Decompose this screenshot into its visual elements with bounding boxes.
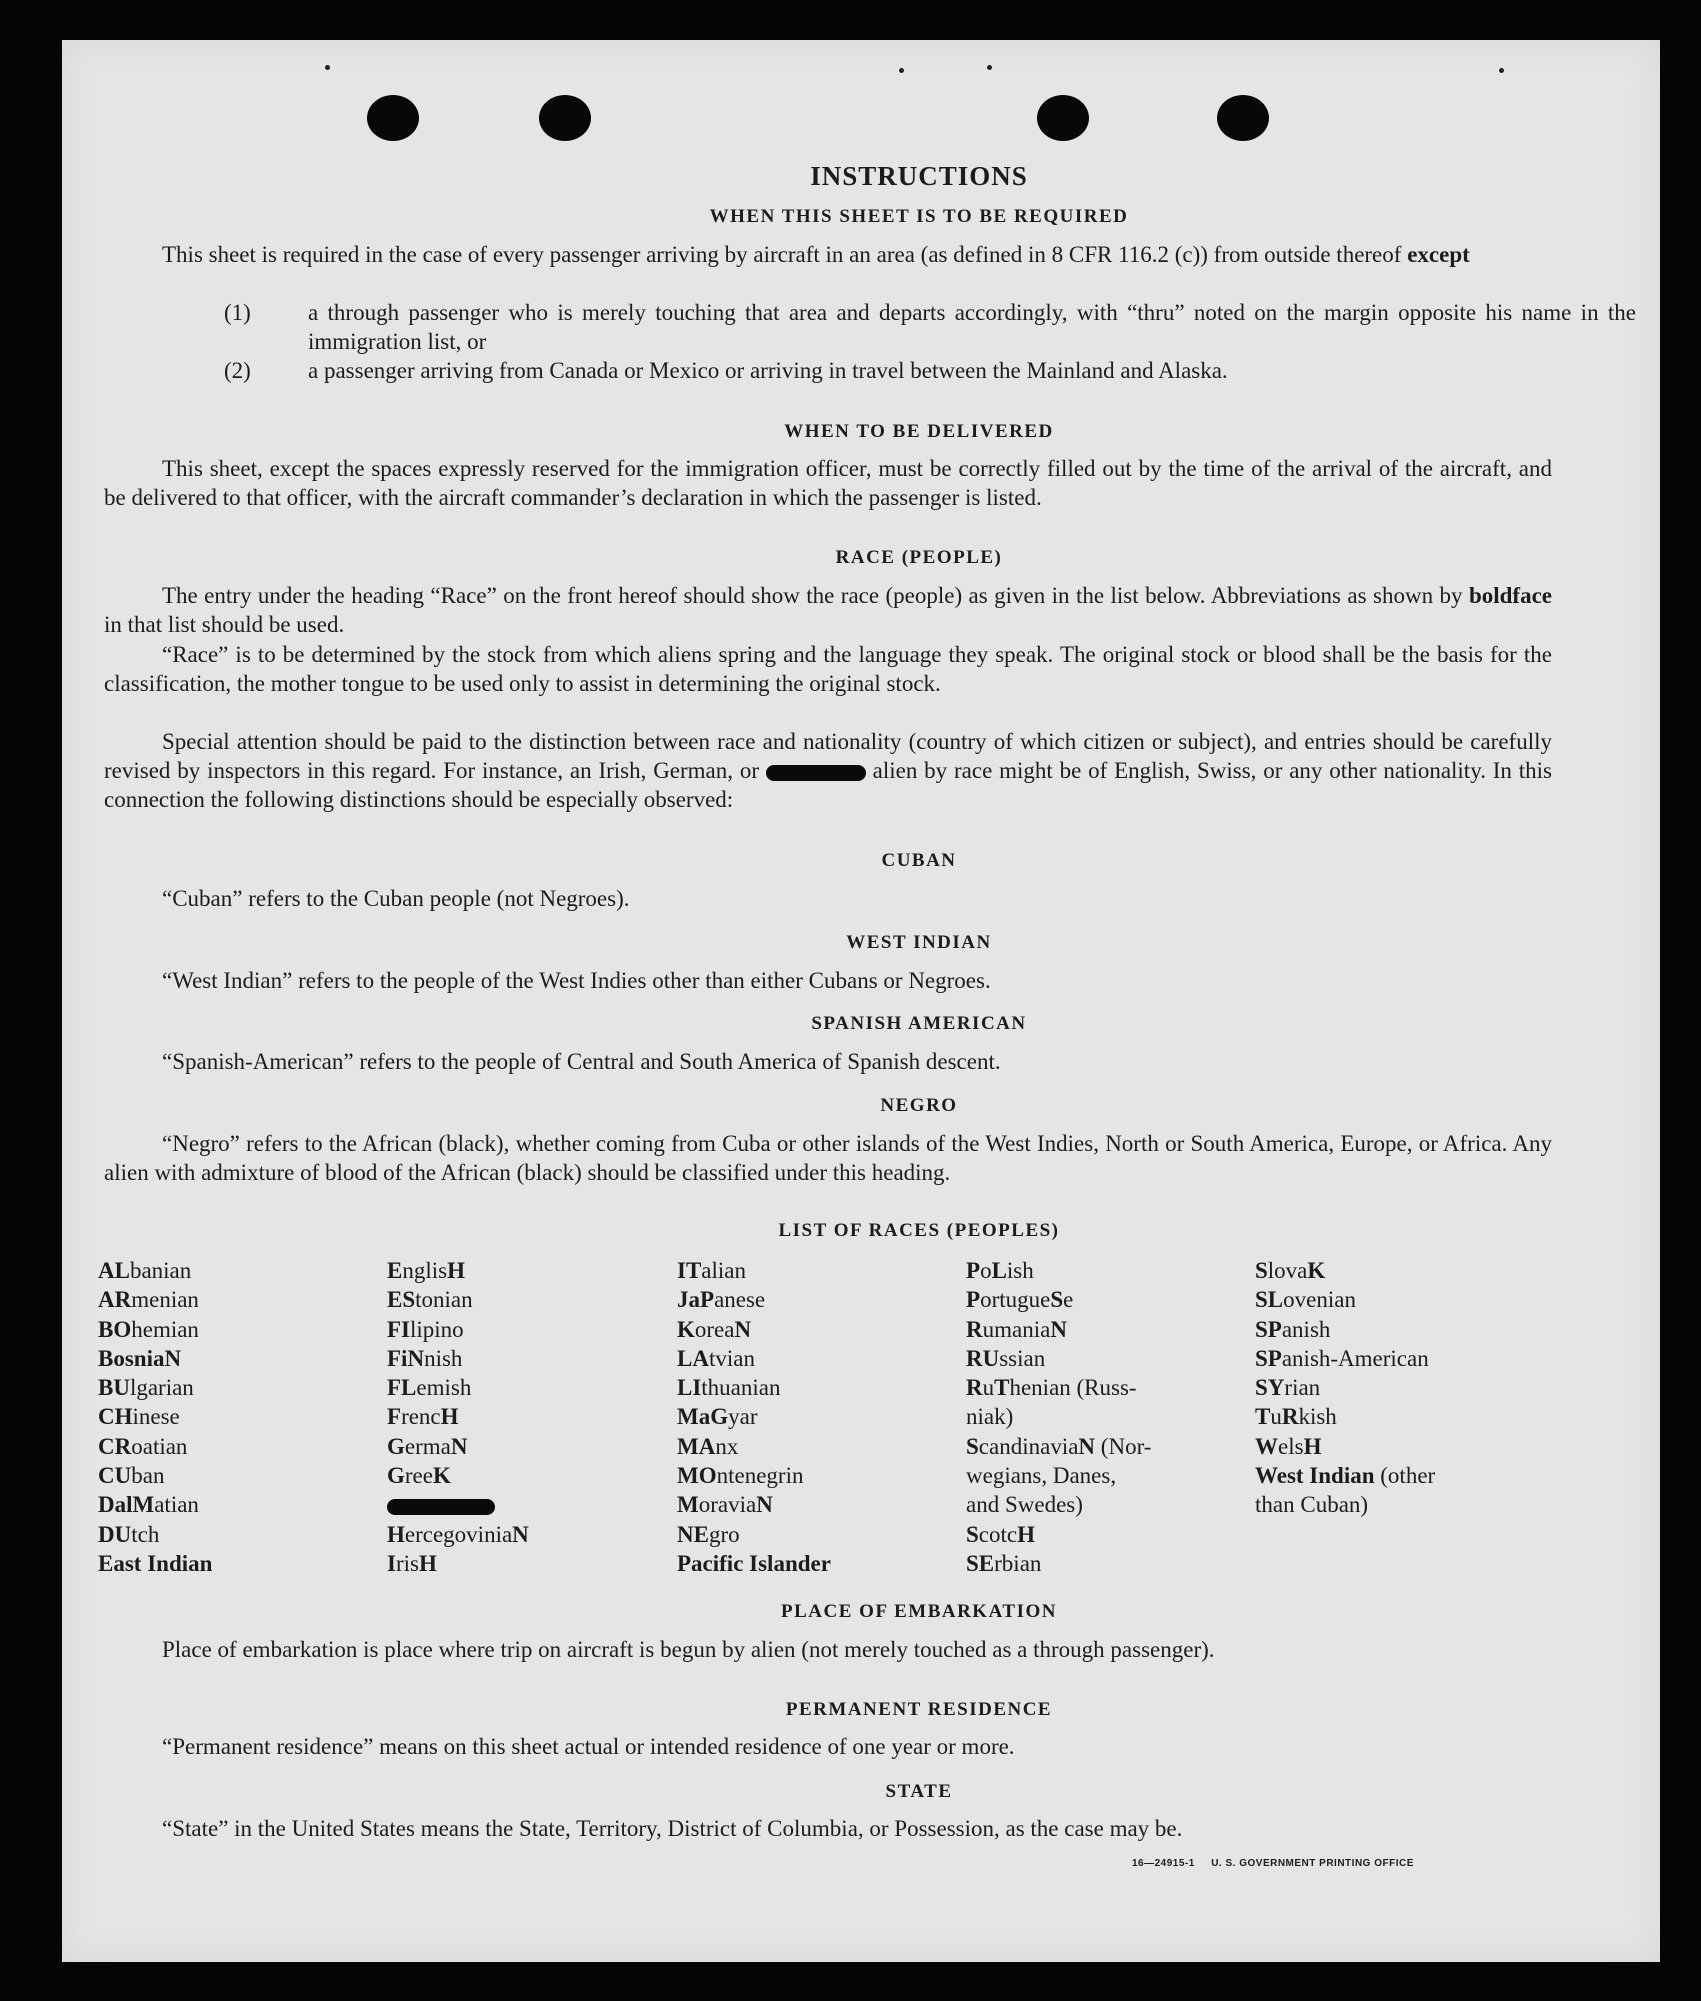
- race-list-item: PortugueSe: [966, 1287, 1074, 1313]
- spanish-american-text: “Spanish-American” refers to the people of Central and South America of Spanish descent.: [162, 1049, 1001, 1074]
- race-list-item: SYrian: [1255, 1375, 1321, 1401]
- state-text: “State” in the United States means the State, Territory, District of Columbia, or Possession, as the case may be.: [162, 1816, 1183, 1841]
- race-list-item: MAnx: [677, 1433, 739, 1459]
- race-list-item: RumaniaN: [966, 1316, 1067, 1342]
- heading-permanent-residence: PERMANENT RESIDENCE: [785, 1699, 1053, 1720]
- heading-when-required: WHEN THIS SHEET IS TO BE REQUIRED: [709, 206, 1129, 227]
- punch-hole: [539, 95, 591, 141]
- race-list-item: ScotcH: [966, 1521, 1035, 1547]
- redaction-mark: [387, 1499, 495, 1515]
- race-list-item: EStonian: [387, 1287, 473, 1313]
- race-list-item: SLovenian: [1255, 1287, 1356, 1313]
- race-list-item: ScandinaviaN (Nor- wegians, Danes, and Swedes): [966, 1433, 1152, 1518]
- race-list-item: SPanish: [1255, 1316, 1331, 1342]
- race-list-item: ALbanian: [98, 1258, 192, 1283]
- negro-text: “Negro” refers to the African (black), whether coming from Cuba or other islands of the West Indies, North or South America, Europe, or Africa. Any alien with admixture of blood of the African (black) should be classified under this heading.: [104, 1131, 1552, 1185]
- speck: [325, 65, 330, 70]
- race-list-item: DUtch: [98, 1521, 160, 1547]
- race-list-item: RUssian: [966, 1345, 1046, 1371]
- race-column-1: [98, 1256, 358, 1578]
- heading-race: RACE (PEOPLE): [835, 547, 1003, 568]
- race-list-item: CRoatian: [98, 1433, 188, 1459]
- punch-hole: [1037, 95, 1089, 141]
- cuban-text: “Cuban” refers to the Cuban people (not Negroes).: [162, 886, 630, 911]
- instructions-title: INSTRUCTIONS: [810, 161, 1028, 191]
- heading-embarkation: PLACE OF EMBARKATION: [781, 1601, 1057, 1622]
- race-list-item: DalMatian: [98, 1492, 199, 1518]
- race-column-5: [1255, 1256, 1515, 1520]
- race-list-item: TuRkish: [1255, 1404, 1337, 1430]
- heading-spanish-american: SPANISH AMERICAN: [811, 1013, 1027, 1034]
- race-list-item: ARmenian: [98, 1287, 199, 1313]
- heading-cuban: CUBAN: [881, 850, 957, 871]
- race-column-3: [677, 1256, 937, 1578]
- residence-text: “Permanent residence” means on this sheet actual or intended residence of one year or more.: [162, 1734, 1015, 1759]
- document-sheet: [62, 40, 1660, 1962]
- print-code-footnote: 16—24915-1 U. S. GOVERNMENT PRINTING OFFICE: [1132, 1858, 1414, 1869]
- race-list-item: FIlipino: [387, 1316, 464, 1342]
- race-list-item: CUban: [98, 1463, 165, 1489]
- exception-item-1: (1) a through passenger who is merely touching that area and departs accordingly, with “thru” noted on the margin opposite his name in the immigration list, or: [224, 300, 1636, 354]
- race-list-item: [387, 1490, 647, 1519]
- race-list-item: MOntenegrin: [677, 1463, 804, 1489]
- race-list-item: FLemish: [387, 1375, 472, 1401]
- punch-hole: [367, 95, 419, 141]
- exception-item-2: (2) a passenger arriving from Canada or Mexico or arriving in travel between the Mainland and Alaska.: [224, 358, 1228, 383]
- race-list-item: SErbian: [966, 1550, 1042, 1576]
- heading-list-of-races: LIST OF RACES (PEOPLES): [778, 1220, 1060, 1241]
- heading-state: STATE: [885, 1781, 953, 1802]
- race-list-item: BUlgarian: [98, 1375, 194, 1401]
- west-indian-text: “West Indian” refers to the people of the West Indies other than either Cubans or Negroes.: [162, 968, 991, 993]
- punch-hole: [1217, 95, 1269, 141]
- race-paragraph-3: Special attention should be paid to the distinction between race and nationality (country of which citizen or subject), and entries should be carefully revised by inspectors in this regard. For instance, an Irish, German, or alien by race might be of English, Swiss, or any other nationality. In this connection the following distinctions should be especially observed:: [104, 729, 1552, 812]
- race-list-item: WelsH: [1255, 1433, 1322, 1459]
- when-delivered-text: This sheet, except the spaces expressly reserved for the immigration officer, must be correctly filled out by the time of the arrival of the aircraft, and be delivered to that officer, with the aircraft commander’s declaration in which the passenger is listed.: [104, 456, 1552, 510]
- speck: [987, 65, 992, 70]
- race-list-item: RuThenian (Russ- niak): [966, 1375, 1137, 1430]
- race-list-item: BosniaN: [98, 1345, 182, 1371]
- race-list-item: Pacific Islander: [677, 1550, 831, 1576]
- race-list-item: East Indian: [98, 1550, 213, 1576]
- heading-when-delivered: WHEN TO BE DELIVERED: [784, 421, 1054, 442]
- race-list-item: CHinese: [98, 1404, 180, 1430]
- race-list-item: KoreaN: [677, 1316, 752, 1342]
- race-list-item: FrencH: [387, 1404, 459, 1430]
- race-list-item: SPanish-American: [1255, 1345, 1429, 1371]
- race-list-item: FiNnish: [387, 1345, 463, 1371]
- race-list-item: NEgro: [677, 1521, 740, 1547]
- race-paragraph-1: The entry under the heading “Race” on the front hereof should show the race (people) as given in the list below. Abbreviations as shown by boldface in that list should be used.: [104, 583, 1552, 637]
- race-list-item: MaGyar: [677, 1404, 758, 1430]
- race-list-item: ITalian: [677, 1258, 746, 1283]
- race-column-2: [387, 1256, 647, 1578]
- heading-negro: NEGRO: [880, 1095, 958, 1116]
- race-paragraph-2: “Race” is to be determined by the stock from which aliens spring and the language they speak. The original stock or blood shall be the basis for the classification, the mother tongue to be used only to assist in determining the original stock.: [104, 642, 1552, 696]
- race-list-item: IrisH: [387, 1550, 437, 1576]
- redaction-mark: [766, 765, 866, 781]
- race-list-item: GermaN: [387, 1433, 468, 1459]
- when-required-text: This sheet is required in the case of every passenger arriving by aircraft in an area (as defined in 8 CFR 116.2 (c)) from outside thereof except: [162, 242, 1470, 267]
- race-column-4: [966, 1256, 1226, 1578]
- race-list-item: MoraviaN: [677, 1492, 773, 1518]
- race-list-item: LAtvian: [677, 1345, 755, 1371]
- heading-west-indian: WEST INDIAN: [846, 932, 992, 953]
- speck: [899, 68, 904, 73]
- speck: [1499, 68, 1504, 73]
- race-list-item: LIthuanian: [677, 1375, 781, 1401]
- embarkation-text: Place of embarkation is place where trip on aircraft is begun by alien (not merely touched as a through passenger).: [162, 1637, 1215, 1662]
- race-list-item: SlovaK: [1255, 1258, 1326, 1283]
- race-list-item: JaPanese: [677, 1287, 766, 1313]
- race-list-item: HercegoviniaN: [387, 1521, 529, 1547]
- race-list-item: EnglisH: [387, 1258, 465, 1283]
- race-list-item: BOhemian: [98, 1316, 199, 1342]
- race-list-item: West Indian (other than Cuban): [1255, 1463, 1436, 1518]
- race-list-item: PoLish: [966, 1258, 1034, 1283]
- race-list-item: GreeK: [387, 1463, 451, 1489]
